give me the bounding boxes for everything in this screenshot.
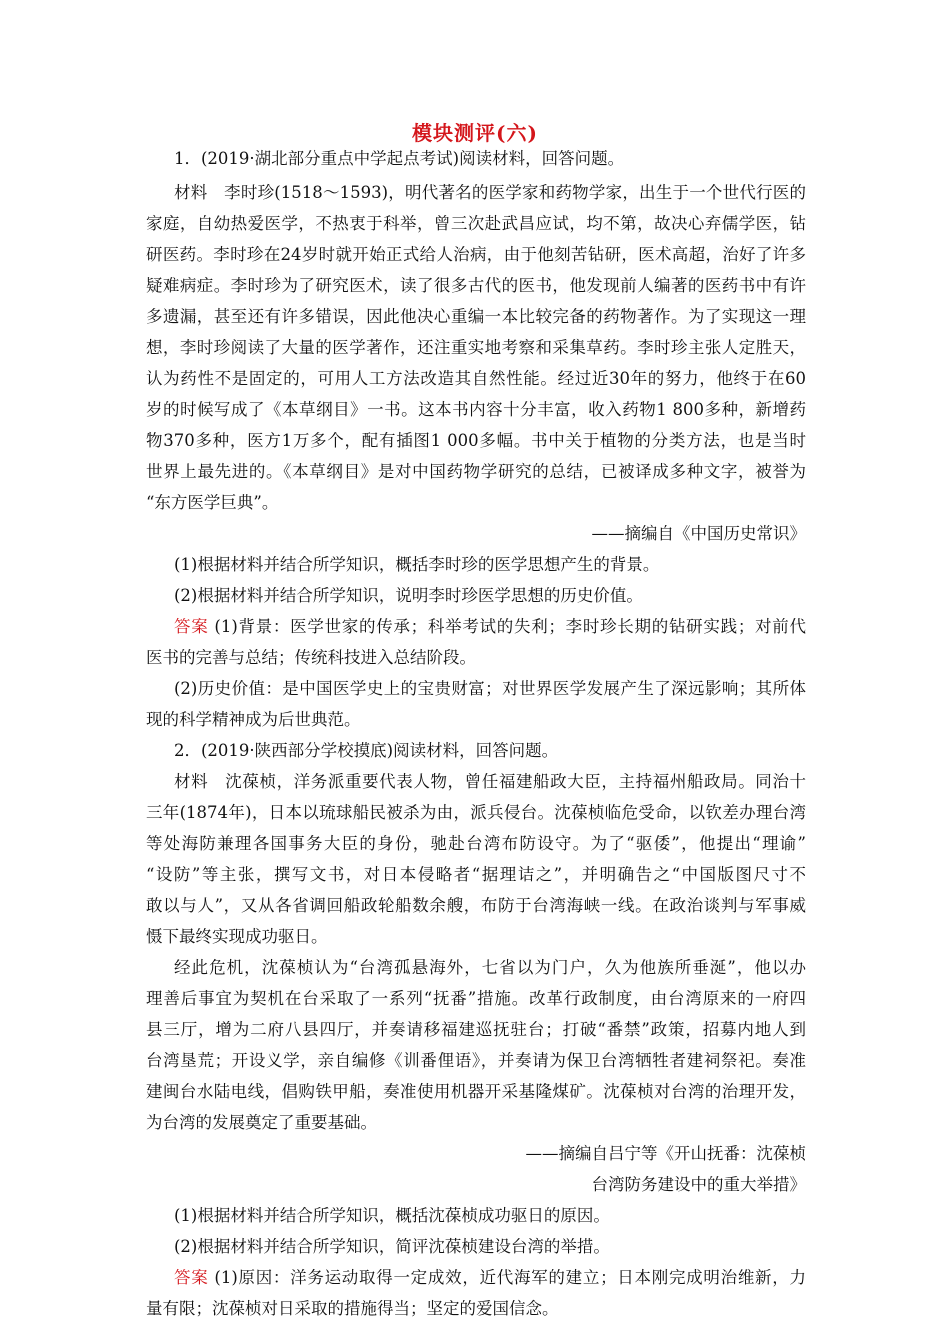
q2-source: ——摘编自吕宁等《开山抚番：沈葆桢 [525,1144,806,1163]
q2-material-line: “设防”等主张，撰写文书，对日本侵略者“据理诘之”，并明确告之“中国版图尺寸不 [146,865,806,884]
q2-material-line: 理善后事宜为契机在台采取了一系列“抚番”措施。改革行政制度，由台湾原来的一府四 [146,989,806,1008]
q1-material-line: 物370多种，医方1万多个，配有插图1 000多幅。书中关于植物的分类方法，也是当时 [146,431,806,450]
q2-material-line: 慑下最终实现成功驱日。 [146,927,328,946]
q1-source: ——摘编自《中国历史常识》 [591,524,806,543]
q2-material-line: 经此危机，沈葆桢认为“台湾孤悬海外，七省以为门户，久为他族所垂涎”，他以办 [174,958,806,977]
question-1-stem: 1．(2019·湖北部分重点中学起点考试)阅读材料，回答问题。 [174,149,625,168]
q1-material-line: 世界上最先进的。《本草纲目》是对中国药物学研究的总结，已被译成多种文字，被誉为 [146,462,806,481]
q1-answer-line: 答案 (1)背景：医学世家的传承；科举考试的失利；李时珍长期的钻研实践；对前代 [174,617,806,636]
q2-subquestion-2: (2)根据材料并结合所学知识，简评沈葆桢建设台湾的举措。 [174,1237,610,1256]
q2-answer-line: 答案 (1)原因：洋务运动取得一定成效，近代海军的建立；日本刚完成明治维新，力 [174,1268,806,1287]
q1-answer-line: (2)历史价值：是中国医学史上的宝贵财富；对世界医学发展产生了深远影响；其所体 [174,679,806,698]
answer-label: 答案 [174,1268,209,1287]
q1-answer-line: 医书的完善与总结；传统科技进入总结阶段。 [146,648,476,667]
q1-material-line: 岁的时候写成了《本草纲目》一书。这本书内容十分丰富，收入药物1 800多种，新增药 [146,400,806,419]
q1-material-line: 想，李时珍阅读了大量的医学著作，还注重实地考察和采集草药。李时珍主张人定胜天， [146,338,806,357]
q1-subquestion-1: (1)根据材料并结合所学知识，概括李时珍的医学思想产生的背景。 [174,555,660,574]
q1-material-line: 认为药性不是固定的，可用人工方法改造其自然性能。经过近30年的努力，他终于在60 [146,369,806,388]
question-2-stem: 2．(2019·陕西部分学校摸底)阅读材料，回答问题。 [174,741,559,760]
q1-material-line: 疑难病症。李时珍为了研究医术，读了很多古代的医书，他发现前人编著的医药书中有许 [146,276,806,295]
q2-material-line: 材料 沈葆桢，洋务派重要代表人物，曾任福建船政大臣，主持福州船政局。同治十 [174,772,806,791]
q1-material-line: 材料 李时珍(1518～1593)，明代著名的医学家和药物学家，出生于一个世代行医的 [174,183,806,202]
q2-source: 台湾防务建设中的重大举措》 [591,1175,806,1194]
q1-material-line: 多遗漏，甚至还有许多错误，因此他决心重编一本比较完备的药物著作。为了实现这一理 [146,307,806,326]
q2-material-line: 建闽台水陆电线，倡购铁甲船，奏准使用机器开采基隆煤矿。沈葆桢对台湾的治理开发， [146,1082,806,1101]
q2-material-line: 等处海防兼理各国事务大臣的身份，驰赴台湾布防设守。为了“驱倭”，他提出“理谕” [146,834,806,853]
q2-material-line: 台湾垦荒；开设义学，亲自编修《训番俚语》，并奏请为保卫台湾牺牲者建祠祭祀。奏准 [146,1051,806,1070]
q2-material-line: 三年(1874年)，日本以琉球船民被杀为由，派兵侵台。沈葆桢临危受命，以钦差办理台湾 [146,803,806,822]
answer-label: 答案 [174,617,209,636]
q2-material-line: 敢以与人”，又从各省调回船政轮船数余艘，布防于台湾海峡一线。在政治谈判与军事威 [146,896,806,915]
page-title: 模块测评(六) [412,121,538,145]
q2-material-line: 县三厅，增为二府八县四厅，并奏请移福建巡抚驻台；打破“番禁”政策，招募内地人到 [146,1020,806,1039]
q2-subquestion-1: (1)根据材料并结合所学知识，概括沈葆桢成功驱日的原因。 [174,1206,610,1225]
q1-material-line: “东方医学巨典”。 [146,493,279,512]
q1-material-line: 家庭，自幼热爱医学，不热衷于科举，曾三次赴武昌应试，均不第，故决心弃儒学医，钻 [146,214,806,233]
q2-material-line: 为台湾的发展奠定了重要基础。 [146,1113,377,1132]
q2-answer-line: 量有限；沈葆桢对日采取的措施得当；坚定的爱国信念。 [146,1299,559,1318]
q1-subquestion-2: (2)根据材料并结合所学知识，说明李时珍医学思想的历史价值。 [174,586,643,605]
q1-material-line: 研医药。李时珍在24岁时就开始正式给人治病，由于他刻苦钻研，医术高超，治好了许多 [146,245,806,264]
q1-answer-line: 现的科学精神成为后世典范。 [146,710,361,729]
